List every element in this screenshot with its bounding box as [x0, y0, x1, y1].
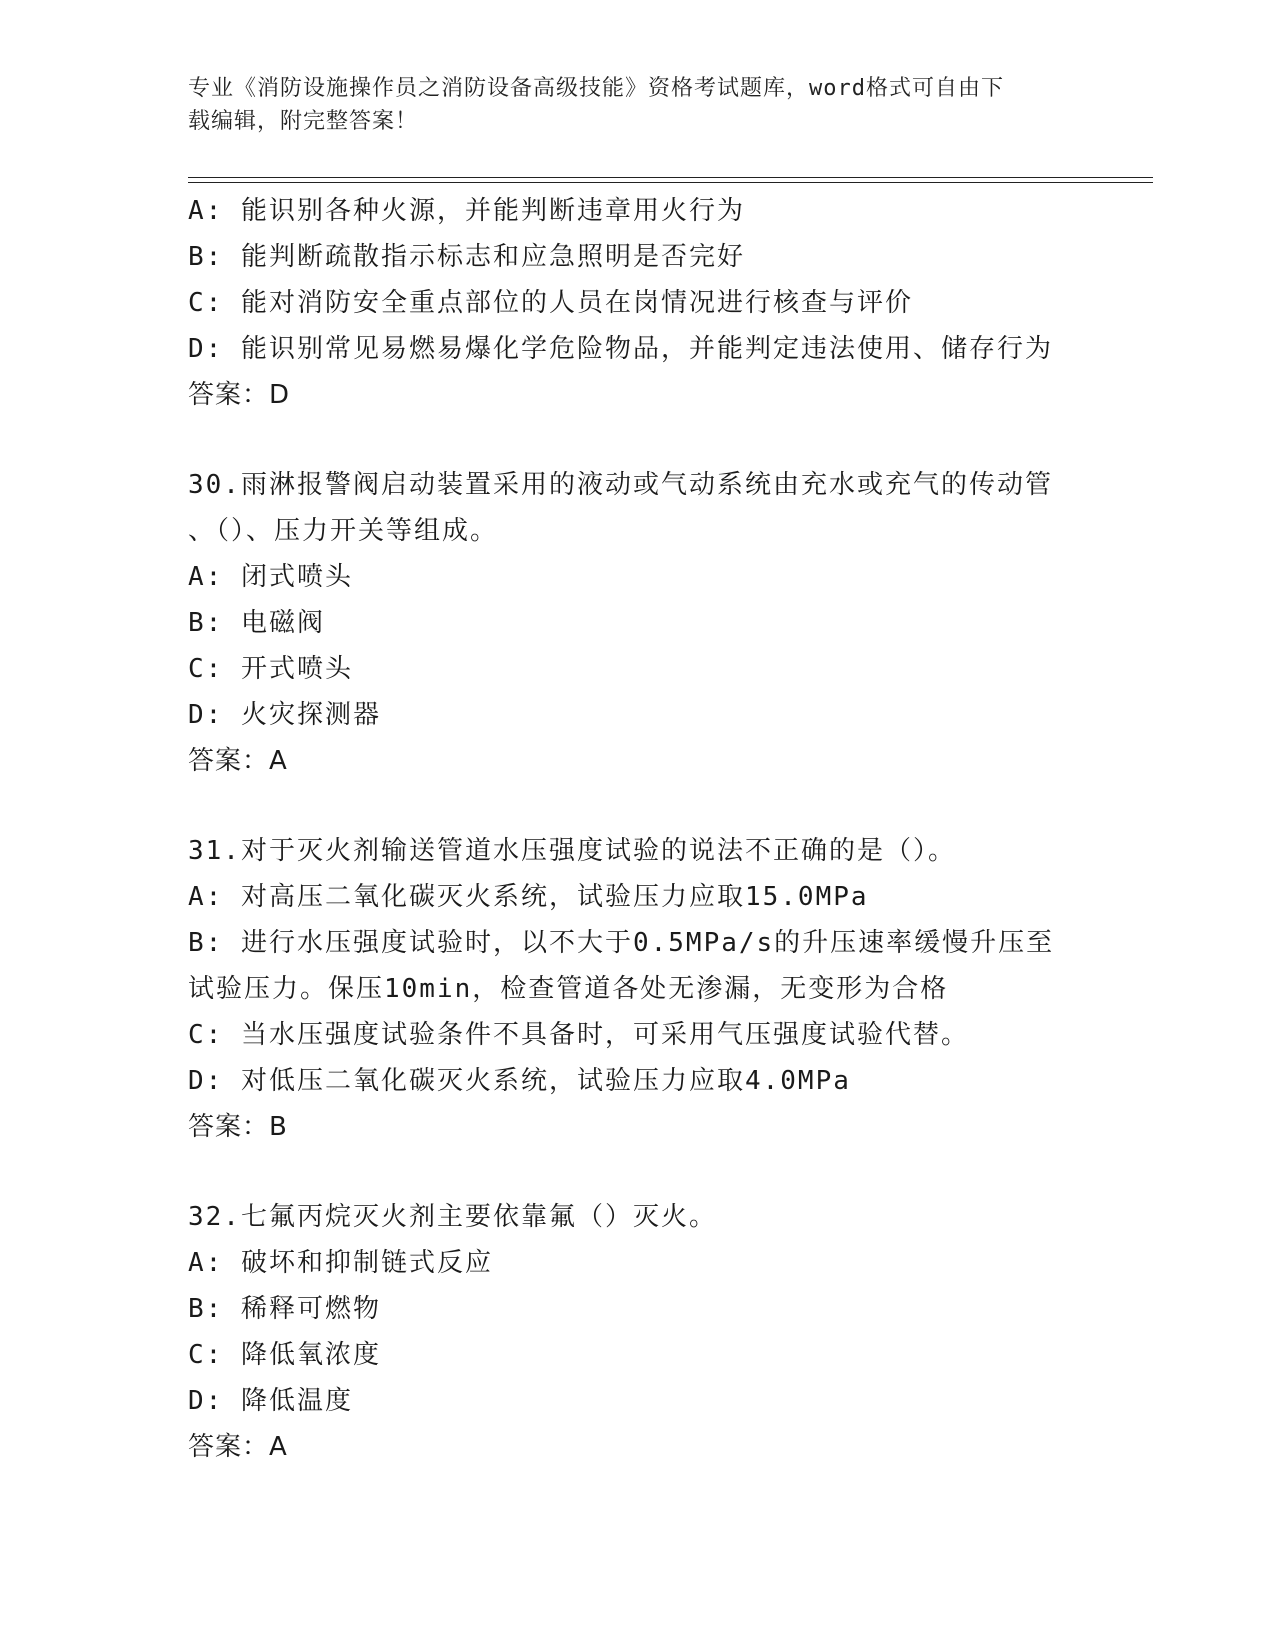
question-stem-line-2: 、（）、压力开关等组成。: [188, 516, 499, 546]
option-b: B: 能判断疏散指示标志和应急照明是否完好: [188, 242, 745, 272]
spacer: [188, 1150, 1088, 1194]
question-stem: 31.对于灭火剂输送管道水压强度试验的说法不正确的是（）。: [188, 836, 956, 866]
header-line-1: 专业《消防设施操作员之消防设备高级技能》资格考试题库，word格式可自由下: [188, 76, 1004, 101]
question-31: [188, 828, 1088, 1150]
option-a: A: 闭式喷头: [188, 562, 353, 592]
option-d: D: 火灾探测器: [188, 700, 381, 730]
question-stem-line-1: 30.雨淋报警阀启动装置采用的液动或气动系统由充水或充气的传动管: [188, 470, 1053, 500]
option-b-line-1: B: 进行水压强度试验时，以不大于0.5MPa/s的升压速率缓慢升压至: [188, 928, 1055, 958]
header-divider-top: [188, 177, 1153, 178]
option-a: A: 破坏和抑制链式反应: [188, 1248, 493, 1278]
header-line-2: 载编辑，附完整答案！: [188, 109, 419, 134]
option-c: C: 降低氧浓度: [188, 1340, 381, 1370]
answer-line: 答案：B: [188, 1112, 288, 1142]
question-30: [188, 462, 1088, 784]
option-d: D: 能识别常见易燃易爆化学危险物品，并能判定违法使用、储存行为: [188, 334, 1053, 364]
spacer: [188, 418, 1088, 462]
question-stem: 32.七氟丙烷灭火剂主要依靠氟（）灭火。: [188, 1202, 717, 1232]
document-header: [188, 72, 1068, 138]
header-divider-bottom: [188, 182, 1153, 183]
option-c: C: 开式喷头: [188, 654, 353, 684]
spacer: [188, 784, 1088, 828]
question-block-continued: [188, 188, 1088, 418]
option-c: C: 当水压强度试验条件不具备时，可采用气压强度试验代替。: [188, 1020, 969, 1050]
answer-line: 答案：A: [188, 746, 288, 776]
option-c: C: 能对消防安全重点部位的人员在岗情况进行核查与评价: [188, 288, 913, 318]
option-a: A: 对高压二氧化碳灭火系统，试验压力应取15.0MPa: [188, 882, 869, 912]
option-b-line-2: 试验压力。保压10min，检查管道各处无渗漏，无变形为合格: [188, 974, 949, 1004]
option-b: B: 稀释可燃物: [188, 1294, 381, 1324]
answer-line: 答案：A: [188, 1432, 288, 1462]
option-b: B: 电磁阀: [188, 608, 325, 638]
question-list: [188, 188, 1088, 1470]
answer-line: 答案：D: [188, 380, 291, 410]
option-d: D: 对低压二氧化碳灭火系统，试验压力应取4.0MPa: [188, 1066, 851, 1096]
option-d: D: 降低温度: [188, 1386, 353, 1416]
option-a: A: 能识别各种火源，并能判断违章用火行为: [188, 196, 745, 226]
question-32: [188, 1194, 1088, 1470]
